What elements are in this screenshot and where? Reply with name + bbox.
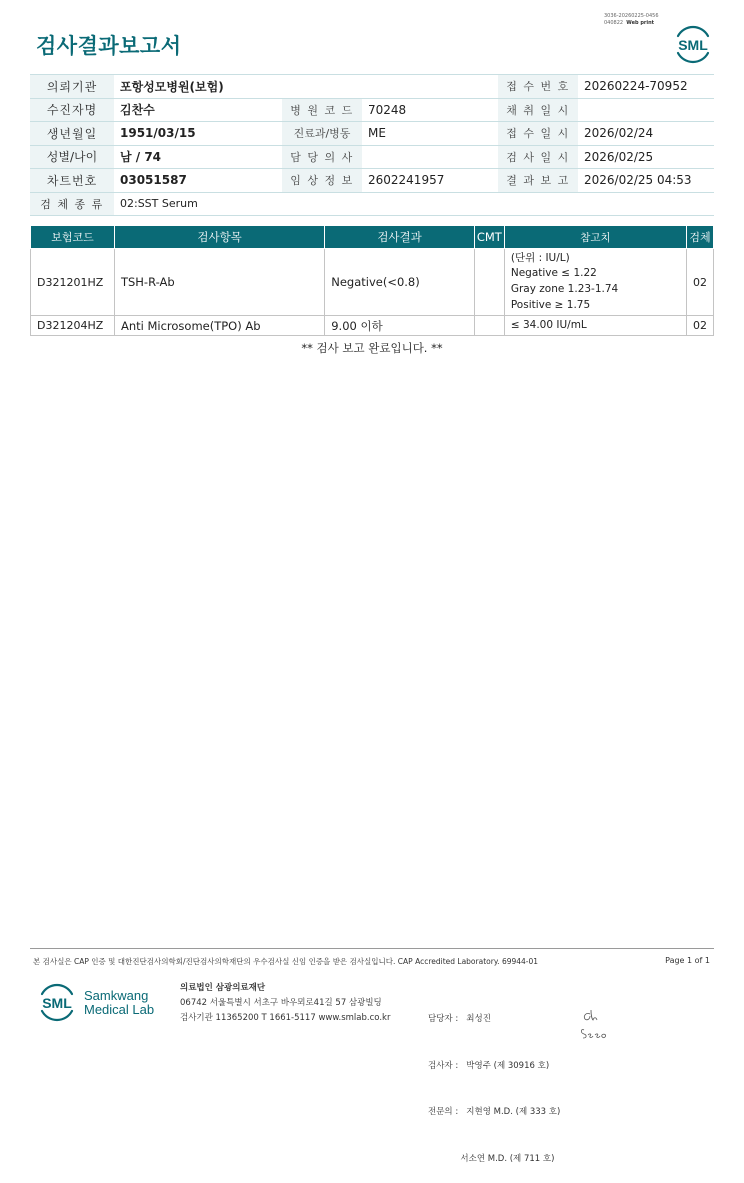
table-row xyxy=(31,249,714,316)
test-item: Anti Microsome(TPO) Ab xyxy=(114,316,324,336)
table-row xyxy=(31,316,714,336)
organization-address: 06742 서울특별시 서초구 바우뫼로41길 57 삼광빌딩 xyxy=(180,998,382,1008)
cmt xyxy=(474,249,504,316)
reference-line: ≤ 34.00 IU/mL xyxy=(510,318,587,331)
staff-line: 전문의 : 지현영 M.D. (제 333 호) xyxy=(428,1107,561,1117)
receipt-date: 2026/02/24 xyxy=(578,122,714,146)
col-insurance-code: 보험코드 xyxy=(31,226,115,249)
print-id: 3036-20260225-0456 xyxy=(604,13,659,19)
result-report-date: 2026/02/25 04:53 xyxy=(578,169,714,193)
print-meta xyxy=(604,13,659,27)
sex-age: 남 / 74 xyxy=(114,145,282,169)
info-row xyxy=(30,98,714,122)
birth-date: 1951/03/15 xyxy=(114,122,282,146)
label-receipt-date: 접 수 일 시 xyxy=(498,122,578,146)
organization-info xyxy=(180,981,390,1026)
staff-list xyxy=(428,981,560,1183)
label-sex-age: 성별/나이 xyxy=(30,145,114,169)
info-row xyxy=(30,145,714,169)
label-requesting-institution: 의뢰기관 xyxy=(30,75,114,99)
specimen-code: 02 xyxy=(686,249,713,316)
info-row xyxy=(30,169,714,193)
receipt-number: 20260224-70952 xyxy=(578,75,714,99)
cmt xyxy=(474,316,504,336)
svg-text:SML: SML xyxy=(678,37,708,53)
sml-logo xyxy=(672,24,714,64)
col-test-result: 검사결과 xyxy=(325,226,475,249)
patient-info-table xyxy=(30,74,714,216)
label-result-report: 결 과 보 고 xyxy=(498,169,578,193)
reference-line: (단위 : IU/L) xyxy=(510,251,570,264)
label-clinical-info: 임 상 정 보 xyxy=(282,169,362,193)
requesting-institution: 포항성모병원(보험) xyxy=(114,75,498,99)
label-birth-date: 생년월일 xyxy=(30,122,114,146)
organization-name: 의료법인 삼광의료재단 xyxy=(180,983,266,993)
specimen-code: 02 xyxy=(686,316,713,336)
info-row xyxy=(30,192,714,216)
label-patient-name: 수진자명 xyxy=(30,98,114,122)
doctor-signature xyxy=(576,1006,610,1042)
results-table xyxy=(30,225,714,336)
svg-text:SML: SML xyxy=(42,995,72,1011)
staff-line: 서소연 M.D. (제 711 호) xyxy=(428,1153,555,1164)
test-result: 9.00 이하 xyxy=(325,316,475,336)
reference-line: Gray zone 1.23-1.74 xyxy=(510,283,619,295)
attending-doctor xyxy=(362,145,498,169)
reference-range xyxy=(504,316,686,336)
label-specimen-type: 검 체 종 류 xyxy=(30,192,114,216)
label-receipt-number: 접 수 번 호 xyxy=(498,75,578,99)
page-title: 검사결과보고서 xyxy=(36,34,182,58)
label-attending-doctor: 담 당 의 사 xyxy=(282,145,362,169)
patient-name: 김찬수 xyxy=(114,98,282,122)
page-number: Page 1 of 1 xyxy=(665,956,710,965)
info-row xyxy=(30,122,714,146)
hospital-code: 70248 xyxy=(362,98,498,122)
col-reference: 참고치 xyxy=(504,226,686,249)
brand-name: Samkwang Medical Lab xyxy=(84,988,155,1017)
chart-number: 03051587 xyxy=(114,169,282,193)
insurance-code: D321201HZ xyxy=(31,249,115,316)
collection-date xyxy=(578,98,714,122)
staff-line: 검사자 : 박영주 (제 30916 호) xyxy=(428,1060,550,1071)
print-type: 040822 Web print xyxy=(604,20,655,26)
col-specimen: 검체 xyxy=(686,226,713,249)
reference-line: Negative ≤ 1.22 xyxy=(510,267,597,280)
col-test-item: 검사항목 xyxy=(114,226,324,249)
label-chart-number: 차트번호 xyxy=(30,169,114,193)
label-collection-date: 채 취 일 시 xyxy=(498,98,578,122)
insurance-code: D321204HZ xyxy=(31,316,115,336)
department: ME xyxy=(362,122,498,146)
staff-line: 담당자 : 최성진 xyxy=(428,1014,491,1024)
test-date: 2026/02/25 xyxy=(578,145,714,169)
organization-contact: 검사기관 11365200 T 1661-5117 www.smlab.co.kr xyxy=(180,1013,391,1023)
specimen-type: 02:SST Serum xyxy=(114,192,714,216)
test-result: Negative(<0.8) xyxy=(325,249,475,316)
reference-line: Positive ≥ 1.75 xyxy=(510,298,591,311)
footer-divider xyxy=(30,948,714,949)
col-cmt: CMT xyxy=(474,226,504,249)
results-header-row xyxy=(31,226,714,249)
certification-text: 본 검사실은 CAP 인증 및 대한진단검사의학회/진단검사의학재단의 우수검사실 신임 인증을 받은 검사실입니다. CAP Accredited Laboratory. 69944-01 xyxy=(33,957,539,966)
info-row xyxy=(30,75,714,99)
clinical-info: 2602241957 xyxy=(362,169,498,193)
completion-note: ** 검사 보고 완료입니다. ** xyxy=(301,341,443,355)
label-test-date: 검 사 일 시 xyxy=(498,145,578,169)
label-hospital-code: 병 원 코 드 xyxy=(282,98,362,122)
sml-logo-footer xyxy=(36,982,78,1022)
reference-range xyxy=(504,249,686,316)
label-department: 진료과/병동 xyxy=(282,122,362,146)
test-item: TSH-R-Ab xyxy=(114,249,324,316)
